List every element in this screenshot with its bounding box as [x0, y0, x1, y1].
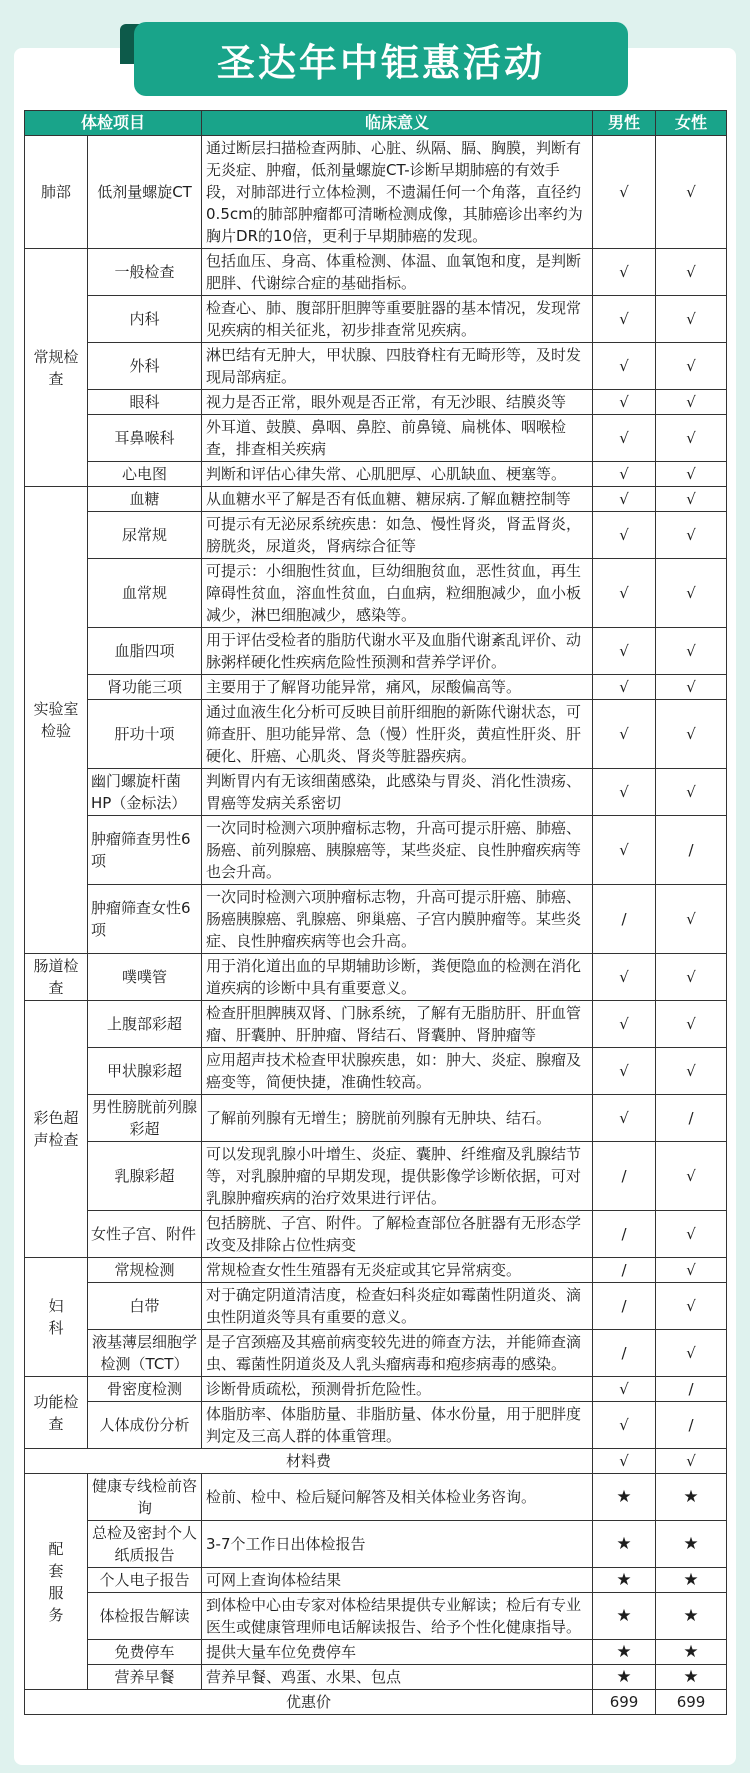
item-desc: 用于评估受检者的脂肪代谢水平及血脂代谢紊乱评价、动脉粥样硬化性疾病危险性预测和营养学评价。: [202, 628, 593, 675]
table-row: [25, 296, 727, 343]
item-desc: 了解前列腺有无增生；膀胱前列腺有无肿块、结石。: [202, 1095, 593, 1142]
female-mark: √: [656, 1211, 727, 1258]
male-star: ★: [593, 1568, 656, 1593]
male-mark: /: [593, 885, 656, 954]
service-name: 免费停车: [88, 1640, 202, 1665]
female-mark: √: [656, 249, 727, 296]
female-mark: √: [656, 1330, 727, 1377]
group-lab: 实验室检验: [25, 487, 88, 954]
table-row: [25, 628, 727, 675]
female-mark: /: [656, 1402, 727, 1449]
item-name: 肾功能三项: [88, 675, 202, 700]
female-star: ★: [656, 1665, 727, 1690]
item-name: 肝功十项: [88, 700, 202, 769]
female-mark: /: [656, 816, 727, 885]
item-desc: 淋巴结有无肿大，甲状腺、四肢脊柱有无畸形等，及时发现局部病症。: [202, 343, 593, 390]
item-desc: 判断和评估心律失常、心肌肥厚、心肌缺血、梗塞等。: [202, 462, 593, 487]
item-name: 血常规: [88, 559, 202, 628]
male-mark: √: [593, 390, 656, 415]
female-mark: √: [656, 512, 727, 559]
item-desc: 一次同时检测六项肿瘤标志物，升高可提示肝癌、肺癌、肠癌胰腺癌、乳腺癌、卵巢癌、子宫内膜肿瘤等。某些炎症、良性肿瘤疾病等也会升高。: [202, 885, 593, 954]
table-row: [25, 885, 727, 954]
female-star: ★: [656, 1521, 727, 1568]
checkup-table: [24, 110, 727, 1715]
item-desc: 应用超声技术检查甲状腺疾患，如：肿大、炎症、腺瘤及癌变等，简便快捷，准确性较高。: [202, 1048, 593, 1095]
item-name: 肿瘤筛查男性6项: [88, 816, 202, 885]
table-row: [25, 1568, 727, 1593]
table-row: [25, 1521, 727, 1568]
female-mark: √: [656, 954, 727, 1001]
male-mark: √: [593, 296, 656, 343]
male-mark: /: [593, 1142, 656, 1211]
service-desc: 营养早餐、鸡蛋、水果、包点: [202, 1665, 593, 1690]
female-star: ★: [656, 1568, 727, 1593]
table-row: [25, 1142, 727, 1211]
table-row: [25, 512, 727, 559]
item-desc: 包括血压、身高、体重检测、体温、血氧饱和度，是判断肥胖、代谢综合症的基础指标。: [202, 249, 593, 296]
male-mark: √: [593, 559, 656, 628]
service-desc: 检前、检中、检后疑问解答及相关体检业务咨询。: [202, 1474, 593, 1521]
item-desc: 一次同时检测六项肿瘤标志物，升高可提示肝癌、肺癌、肠癌、前列腺癌、胰腺癌等，某些炎症、良性肿瘤疾病等也会升高。: [202, 816, 593, 885]
item-desc: 视力是否正常，眼外观是否正常，有无沙眼、结膜炎等: [202, 390, 593, 415]
item-desc: 检查肝胆脾胰双肾、门脉系统，了解有无脂肪肝、肝血管瘤、肝囊肿、肝肿瘤、肾结石、肾囊肿、肾肿瘤等: [202, 1001, 593, 1048]
male-price: 699: [593, 1690, 656, 1715]
item-name: 噗噗管: [88, 954, 202, 1001]
header-item: 体检项目: [25, 111, 202, 136]
table-row-price: [25, 1690, 727, 1715]
male-mark: √: [593, 769, 656, 816]
table-row: [25, 675, 727, 700]
male-star: ★: [593, 1521, 656, 1568]
female-mark: √: [656, 559, 727, 628]
table-row: [25, 1640, 727, 1665]
item-desc: 通过血液生化分析可反映目前肝细胞的新陈代谢状态，可筛查肝、胆功能异常、急（慢）性肝炎，黄疸性肝炎、肝硬化、肝癌、心肌炎、肾炎等脏器疾病。: [202, 700, 593, 769]
item-desc: 是子宫颈癌及其癌前病变较先进的筛查方法，并能筛查滴虫、霉菌性阴道炎及人乳头瘤病毒和疱疹病毒的感染。: [202, 1330, 593, 1377]
item-name: 眼科: [88, 390, 202, 415]
header-meaning: 临床意义: [202, 111, 593, 136]
male-star: ★: [593, 1665, 656, 1690]
male-mark: √: [593, 1095, 656, 1142]
table-row: [25, 769, 727, 816]
item-name: 幽门螺旋杆菌HP（金标法）: [88, 769, 202, 816]
male-mark: √: [593, 700, 656, 769]
item-desc: 外耳道、鼓膜、鼻咽、鼻腔、前鼻镜、扁桃体、咽喉检查，排查相关疾病: [202, 415, 593, 462]
male-mark: √: [593, 512, 656, 559]
item-name: 低剂量螺旋CT: [88, 136, 202, 249]
group-service: 配套服务: [25, 1474, 88, 1690]
service-name: 体检报告解读: [88, 1593, 202, 1640]
male-mark: /: [593, 1258, 656, 1283]
male-mark: √: [593, 1001, 656, 1048]
table-row: [25, 1474, 727, 1521]
service-name: 健康专线检前咨询: [88, 1474, 202, 1521]
item-name: 液基薄层细胞学检测（TCT）: [88, 1330, 202, 1377]
male-mark: √: [593, 1402, 656, 1449]
service-desc: 可网上查询体检结果: [202, 1568, 593, 1593]
female-mark: /: [656, 1377, 727, 1402]
female-mark: √: [656, 1001, 727, 1048]
item-desc: 对于确定阴道清洁度，检查妇科炎症如霉菌性阴道炎、滴虫性阴道炎等具有重要的意义。: [202, 1283, 593, 1330]
table-row: [25, 1001, 727, 1048]
item-name: 耳鼻喉科: [88, 415, 202, 462]
female-star: ★: [656, 1640, 727, 1665]
material-fee-label: 材料费: [25, 1449, 593, 1474]
female-mark: √: [656, 628, 727, 675]
group-ultrasound: 彩色超声检查: [25, 1001, 88, 1258]
table-row: [25, 487, 727, 512]
male-mark: /: [593, 1330, 656, 1377]
table-row: [25, 415, 727, 462]
table-row: [25, 136, 727, 249]
female-mark: √: [656, 1283, 727, 1330]
female-price: 699: [656, 1690, 727, 1715]
group-gyn: 妇科: [25, 1258, 88, 1377]
item-name: 男性膀胱前列腺彩超: [88, 1095, 202, 1142]
item-name: 血脂四项: [88, 628, 202, 675]
male-mark: √: [593, 1449, 656, 1474]
item-desc: 检查心、肺、腹部肝胆脾等重要脏器的基本情况，发现常见疾病的相关征兆，初步排查常见疾病。: [202, 296, 593, 343]
male-mark: √: [593, 487, 656, 512]
service-desc: 提供大量车位免费停车: [202, 1640, 593, 1665]
male-mark: √: [593, 816, 656, 885]
table-row-material: [25, 1449, 727, 1474]
table-row: [25, 1377, 727, 1402]
item-desc: 诊断骨质疏松，预测骨折危险性。: [202, 1377, 593, 1402]
male-star: ★: [593, 1640, 656, 1665]
item-desc: 可以发现乳腺小叶增生、炎症、囊肿、纤维瘤及乳腺结节等，对乳腺肿瘤的早期发现，提供影像学诊断依据，可对乳腺肿瘤疾病的治疗效果进行评估。: [202, 1142, 593, 1211]
male-mark: /: [593, 1211, 656, 1258]
item-name: 骨密度检测: [88, 1377, 202, 1402]
table-row: [25, 1593, 727, 1640]
female-mark: √: [656, 769, 727, 816]
item-desc: 判断胃内有无该细菌感染，此感染与胃炎、消化性溃疡、胃癌等发病关系密切: [202, 769, 593, 816]
male-star: ★: [593, 1593, 656, 1640]
item-name: 甲状腺彩超: [88, 1048, 202, 1095]
female-mark: /: [656, 1095, 727, 1142]
male-mark: √: [593, 675, 656, 700]
item-desc: 可提示有无泌尿系统疾患：如急、慢性肾炎，肾盂肾炎，膀胱炎，尿道炎，肾病综合征等: [202, 512, 593, 559]
item-name: 乳腺彩超: [88, 1142, 202, 1211]
female-mark: √: [656, 415, 727, 462]
female-mark: √: [656, 390, 727, 415]
item-desc: 通过断层扫描检查两肺、心脏、纵隔、膈、胸膜，判断有无炎症、肿瘤，低剂量螺旋CT-诊断早期肺癌的有效手段，对肺部进行立体检测，不遗漏任何一个角落，直径约0.5cm的肺部肿瘤都可清晰检测成像，其肺癌诊出率约为胸片DR的10倍，更利于早期肺癌的发现。: [202, 136, 593, 249]
item-name: 血糖: [88, 487, 202, 512]
table-row: [25, 954, 727, 1001]
male-mark: √: [593, 343, 656, 390]
item-name: 女性子宫、附件: [88, 1211, 202, 1258]
female-mark: √: [656, 462, 727, 487]
service-desc: 3-7个工作日出体检报告: [202, 1521, 593, 1568]
item-desc: 用于消化道出血的早期辅助诊断，粪便隐血的检测在消化道疾病的诊断中具有重要意义。: [202, 954, 593, 1001]
group-function: 功能检查: [25, 1377, 88, 1449]
item-desc: 可提示：小细胞性贫血，巨幼细胞贫血，恶性贫血，再生障碍性贫血，溶血性贫血，白血病，粒细胞减少，血小板减少，淋巴细胞减少，感染等。: [202, 559, 593, 628]
table-row: [25, 1665, 727, 1690]
item-name: 白带: [88, 1283, 202, 1330]
page-title: 圣达年中钜惠活动: [134, 22, 628, 96]
item-name: 内科: [88, 296, 202, 343]
table-row: [25, 1095, 727, 1142]
table-row: [25, 1048, 727, 1095]
group-lung: 肺部: [25, 136, 88, 249]
table-row: [25, 1283, 727, 1330]
table-row: [25, 559, 727, 628]
male-mark: √: [593, 462, 656, 487]
item-name: 肿瘤筛查女性6项: [88, 885, 202, 954]
female-mark: √: [656, 1449, 727, 1474]
table-row: [25, 343, 727, 390]
table-row: [25, 462, 727, 487]
male-mark: √: [593, 415, 656, 462]
item-desc: 常规检查女性生殖器有无炎症或其它异常病变。: [202, 1258, 593, 1283]
price-label: 优惠价: [25, 1690, 593, 1715]
table-header-row: [25, 111, 727, 136]
item-desc: 主要用于了解肾功能异常，痛风，尿酸偏高等。: [202, 675, 593, 700]
item-desc: 从血糖水平了解是否有低血糖、糖尿病.了解血糖控制等: [202, 487, 593, 512]
table-row: [25, 1402, 727, 1449]
item-desc: 包括膀胱、子宫、附件。了解检查部位各脏器有无形态学改变及排除占位性病变: [202, 1211, 593, 1258]
female-mark: √: [656, 487, 727, 512]
item-name: 外科: [88, 343, 202, 390]
female-mark: √: [656, 885, 727, 954]
group-routine: 常规检查: [25, 249, 88, 487]
service-name: 营养早餐: [88, 1665, 202, 1690]
table-row: [25, 1211, 727, 1258]
male-mark: √: [593, 954, 656, 1001]
female-mark: √: [656, 343, 727, 390]
table-row: [25, 390, 727, 415]
service-name: 总检及密封个人纸质报告: [88, 1521, 202, 1568]
item-desc: 体脂肪率、体脂肪量、非脂肪量、体水份量，用于肥胖度判定及三高人群的体重管理。: [202, 1402, 593, 1449]
male-star: ★: [593, 1474, 656, 1521]
male-mark: /: [593, 1283, 656, 1330]
male-mark: √: [593, 249, 656, 296]
table-row: [25, 816, 727, 885]
female-mark: √: [656, 296, 727, 343]
female-mark: √: [656, 1048, 727, 1095]
male-mark: √: [593, 1048, 656, 1095]
male-mark: √: [593, 1377, 656, 1402]
group-intestine: 肠道检查: [25, 954, 88, 1001]
female-star: ★: [656, 1593, 727, 1640]
item-name: 心电图: [88, 462, 202, 487]
female-mark: √: [656, 675, 727, 700]
female-mark: √: [656, 700, 727, 769]
table-row: [25, 1330, 727, 1377]
female-star: ★: [656, 1474, 727, 1521]
item-name: 上腹部彩超: [88, 1001, 202, 1048]
service-name: 个人电子报告: [88, 1568, 202, 1593]
service-desc: 到体检中心由专家对体检结果提供专业解读；检后有专业医生或健康管理师电话解读报告、给予个性化健康指导。: [202, 1593, 593, 1640]
item-name: 尿常规: [88, 512, 202, 559]
male-mark: √: [593, 628, 656, 675]
male-mark: √: [593, 136, 656, 249]
header-female: 女性: [656, 111, 727, 136]
header-male: 男性: [593, 111, 656, 136]
item-name: 人体成份分析: [88, 1402, 202, 1449]
female-mark: √: [656, 1258, 727, 1283]
table-row: [25, 1258, 727, 1283]
table-row: [25, 700, 727, 769]
table-row: [25, 249, 727, 296]
item-name: 一般检查: [88, 249, 202, 296]
female-mark: √: [656, 136, 727, 249]
female-mark: √: [656, 1142, 727, 1211]
item-name: 常规检测: [88, 1258, 202, 1283]
